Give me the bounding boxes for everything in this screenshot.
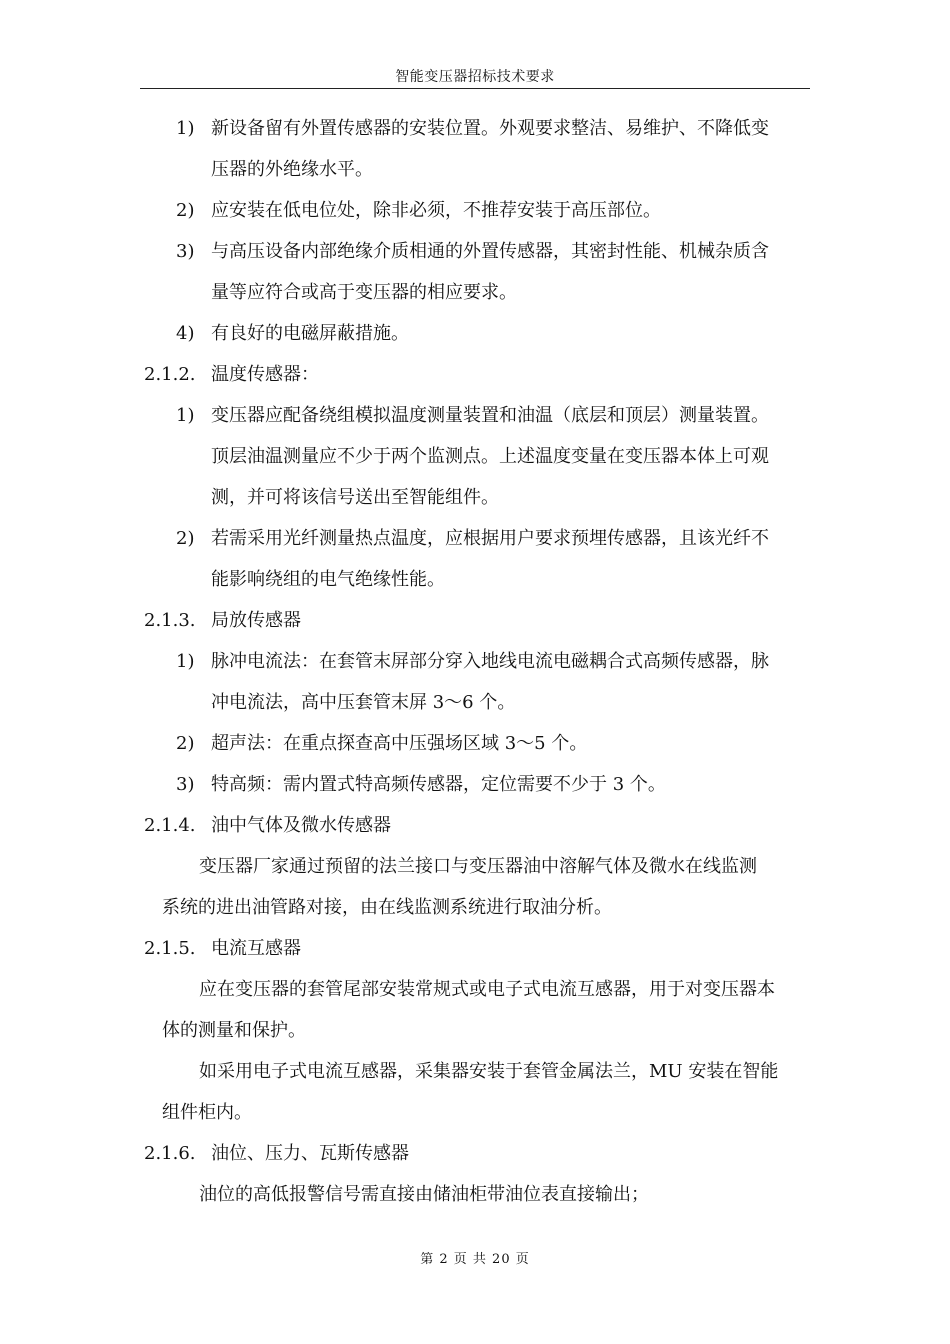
paragraph-line: 新设备留有外置传感器的安装位置。外观要求整洁、易维护、不降低变 — [211, 118, 769, 139]
paragraph-line: 与高压设备内部绝缘介质相通的外置传感器，其密封性能、机械杂质含 — [211, 241, 769, 262]
section-heading: 油位、压力、瓦斯传感器 — [211, 1143, 409, 1164]
section-heading: 油中气体及微水传感器 — [211, 815, 391, 836]
paragraph-line: 变压器应配备绕组模拟温度测量装置和油温（底层和顶层）测量装置。 — [211, 405, 769, 426]
paragraph-line: 压器的外绝缘水平。 — [211, 159, 373, 180]
paragraph-line: 能影响绕组的电气绝缘性能。 — [211, 569, 445, 590]
paragraph-line: 脉冲电流法：在套管末屏部分穿入地线电流电磁耦合式高频传感器，脉 — [211, 651, 769, 672]
item-number: 1) — [176, 118, 195, 139]
paragraph-line: 油位的高低报警信号需直接由储油柜带油位表直接输出； — [199, 1184, 649, 1205]
section-number: 2.1.3. — [144, 610, 196, 631]
paragraph-line: 若需采用光纤测量热点温度，应根据用户要求预埋传感器，且该光纤不 — [211, 528, 769, 549]
paragraph-line: 顶层油温测量应不少于两个监测点。上述温度变量在变压器本体上可观 — [211, 446, 769, 467]
section-heading: 局放传感器 — [211, 610, 301, 631]
section-heading: 温度传感器： — [211, 364, 319, 385]
item-number: 1) — [176, 651, 195, 672]
item-number: 2) — [176, 200, 195, 221]
section-heading: 电流互感器 — [211, 938, 301, 959]
paragraph-line: 变压器厂家通过预留的法兰接口与变压器油中溶解气体及微水在线监测 — [199, 856, 757, 877]
item-number: 4) — [176, 323, 195, 344]
list-item — [176, 117, 194, 141]
section-number: 2.1.2. — [144, 364, 196, 385]
paragraph-line: 冲电流法，高中压套管末屏 3～6 个。 — [211, 692, 516, 713]
paragraph-line: 如采用电子式电流互感器，采集器安装于套管金属法兰，MU 安装在智能 — [199, 1061, 779, 1082]
item-number: 1) — [176, 405, 195, 426]
item-number: 3) — [176, 774, 195, 795]
paragraph-line: 特高频：需内置式特高频传感器，定位需要不少于 3 个。 — [211, 774, 666, 795]
page-number: 第 2 页 共 20 页 — [420, 1252, 530, 1267]
item-number: 2) — [176, 528, 195, 549]
item-number: 3) — [176, 241, 195, 262]
paragraph-line: 应在变压器的套管尾部安装常规式或电子式电流互感器，用于对变压器本 — [199, 979, 775, 1000]
paragraph-line: 超声法：在重点探查高中压强场区域 3～5 个。 — [211, 733, 588, 754]
paragraph-line: 体的测量和保护。 — [162, 1020, 306, 1041]
running-header: 智能变压器招标技术要求 — [395, 69, 555, 85]
item-number: 2) — [176, 733, 195, 754]
paragraph-line: 量等应符合或高于变压器的相应要求。 — [211, 282, 517, 303]
paragraph-line: 系统的进出油管路对接，由在线监测系统进行取油分析。 — [162, 897, 612, 918]
section-number: 2.1.5. — [144, 938, 196, 959]
section-number: 2.1.4. — [144, 815, 196, 836]
paragraph-line: 组件柜内。 — [162, 1102, 252, 1123]
paragraph-line: 应安装在低电位处，除非必须，不推荐安装于高压部位。 — [211, 200, 661, 221]
paragraph-line: 测，并可将该信号送出至智能组件。 — [211, 487, 499, 508]
paragraph-line: 有良好的电磁屏蔽措施。 — [211, 323, 409, 344]
section-number: 2.1.6. — [144, 1143, 196, 1164]
header-divider — [140, 88, 810, 89]
